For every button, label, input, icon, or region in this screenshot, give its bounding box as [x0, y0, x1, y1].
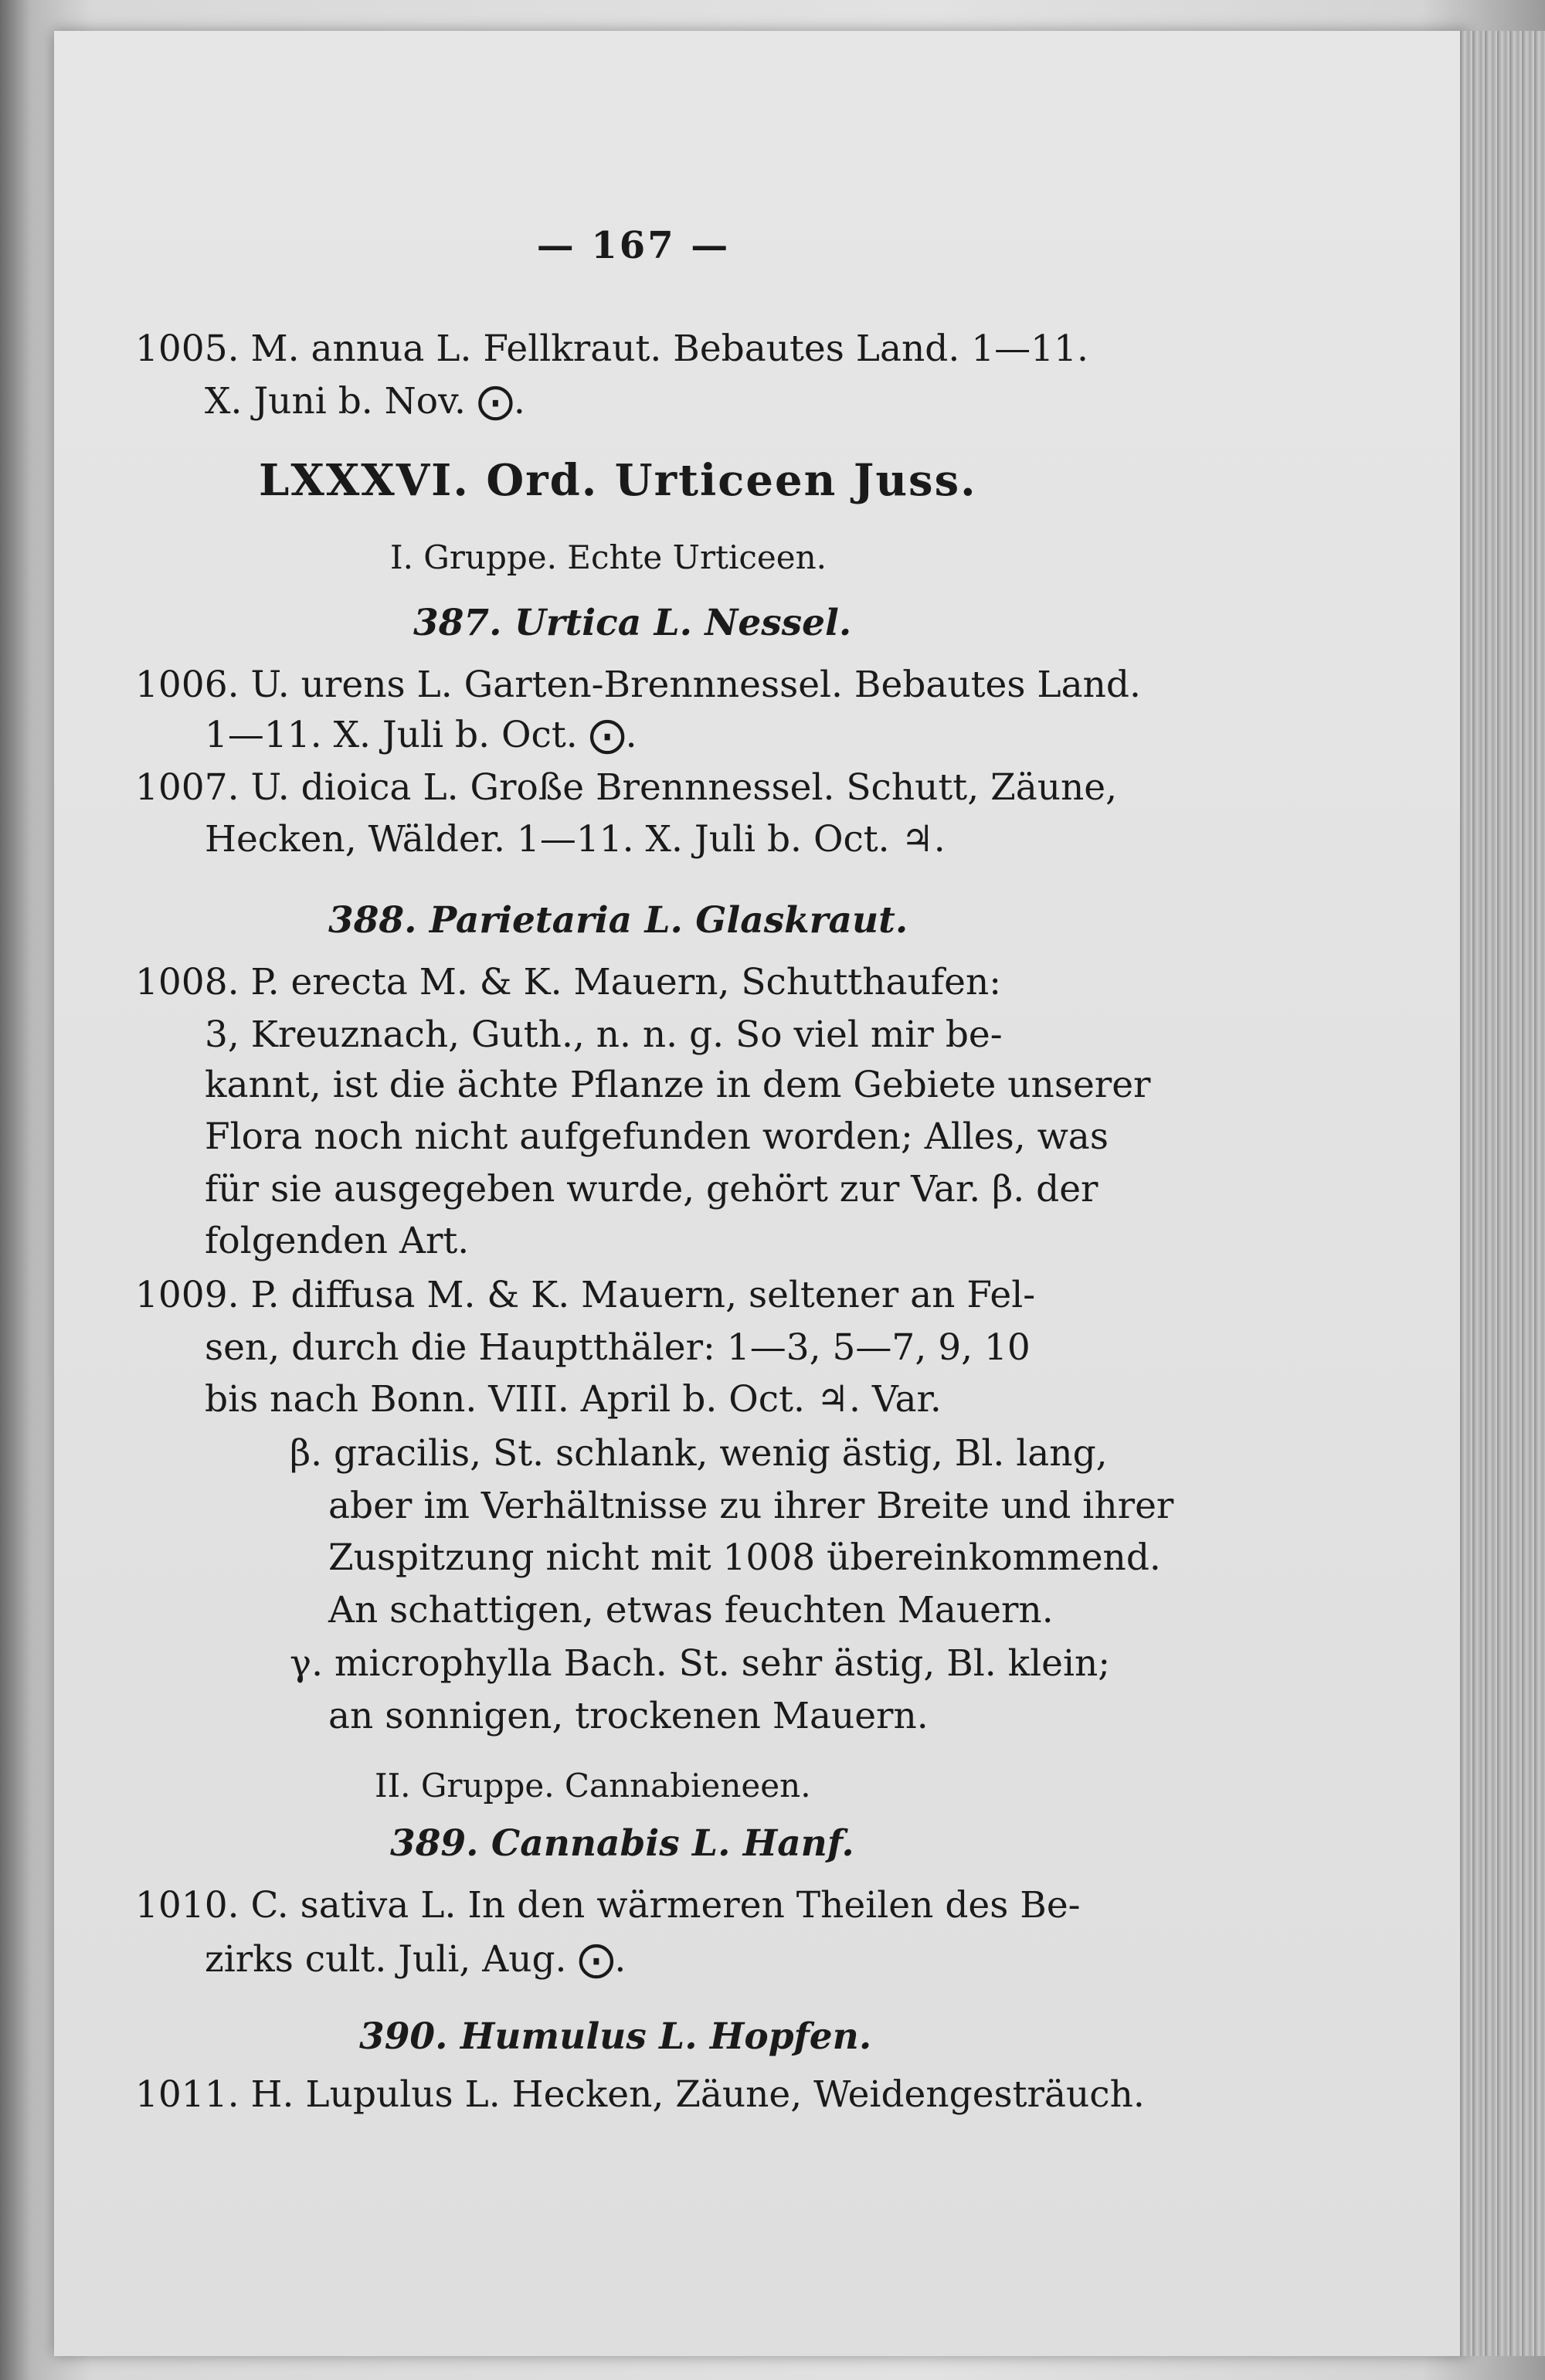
text-line: sen, durch die Hauptthäler: 1—3, 5—7, 9, 10 — [205, 1326, 1031, 1369]
text-line: 1007. U. dioica L. Große Brennnessel. Schutt, Zäune, — [135, 766, 1118, 809]
text-line: an sonnigen, trockenen Mauern. — [328, 1695, 929, 1737]
text-line: 1010. C. sativa L. In den wärmeren Theilen des Be- — [135, 1884, 1081, 1927]
text-line: Zuspitzung nicht mit 1008 übereinkommend. — [328, 1536, 1161, 1579]
genus-heading: 388. Parietaria L. Glaskraut. — [328, 899, 908, 942]
genus-heading: 389. Cannabis L. Hanf. — [390, 1822, 854, 1865]
text-line: bis nach Bonn. VIII. April b. Oct. ♃. Var. — [205, 1378, 942, 1421]
text-line: Flora noch nicht aufgefunden worden; Alles, was — [205, 1115, 1109, 1158]
text-line: 1—11. X. Juli b. Oct. ⨀. — [205, 714, 637, 756]
text-line: 3, Kreuznach, Guth., n. n. g. So viel mir be- — [205, 1013, 1003, 1056]
order-heading: LXXXVI. Ord. Urticeen Juss. — [259, 455, 977, 506]
text-line: 1011. H. Lupulus L. Hecken, Zäune, Weidengesträuch. — [135, 2073, 1145, 2116]
text-line: zirks cult. Juli, Aug. ⨀. — [205, 1938, 626, 1981]
text-line: An schattigen, etwas feuchten Mauern. — [328, 1589, 1054, 1631]
text-line: β. gracilis, St. schlank, wenig ästig, Bl. lang, — [290, 1432, 1108, 1475]
page-number: — 167 — — [536, 224, 731, 267]
text-line: γ. microphylla Bach. St. sehr ästig, Bl. klein; — [290, 1642, 1111, 1685]
group-heading: I. Gruppe. Echte Urticeen. — [390, 538, 827, 576]
group-heading: II. Gruppe. Cannabieneen. — [375, 1767, 811, 1805]
text-line: 1008. P. erecta M. & K. Mauern, Schutthaufen: — [135, 961, 1002, 1003]
text-line: folgenden Art. — [205, 1220, 470, 1262]
text-line: für sie ausgegeben wurde, gehört zur Var. β. der — [205, 1168, 1098, 1210]
text-line: 1006. U. urens L. Garten-Brennnessel. Bebautes Land. — [135, 664, 1141, 706]
genus-heading: 390. Humulus L. Hopfen. — [359, 2015, 872, 2058]
text-line: aber im Verhältnisse zu ihrer Breite und ihrer — [328, 1485, 1174, 1527]
text-line: X. Juni b. Nov. ⨀. — [205, 380, 525, 423]
page-edges — [1460, 31, 1545, 2356]
text-line: kannt, ist die ächte Pflanze in dem Gebiete unserer — [205, 1064, 1151, 1106]
text-line: 1005. M. annua L. Fellkraut. Bebautes Land. 1—11. — [135, 328, 1088, 370]
text-line: Hecken, Wälder. 1—11. X. Juli b. Oct. ♃. — [205, 818, 946, 861]
genus-heading: 387. Urtica L. Nessel. — [413, 602, 852, 644]
text-line: 1009. P. diffusa M. & K. Mauern, seltener an Fel- — [135, 1274, 1036, 1316]
